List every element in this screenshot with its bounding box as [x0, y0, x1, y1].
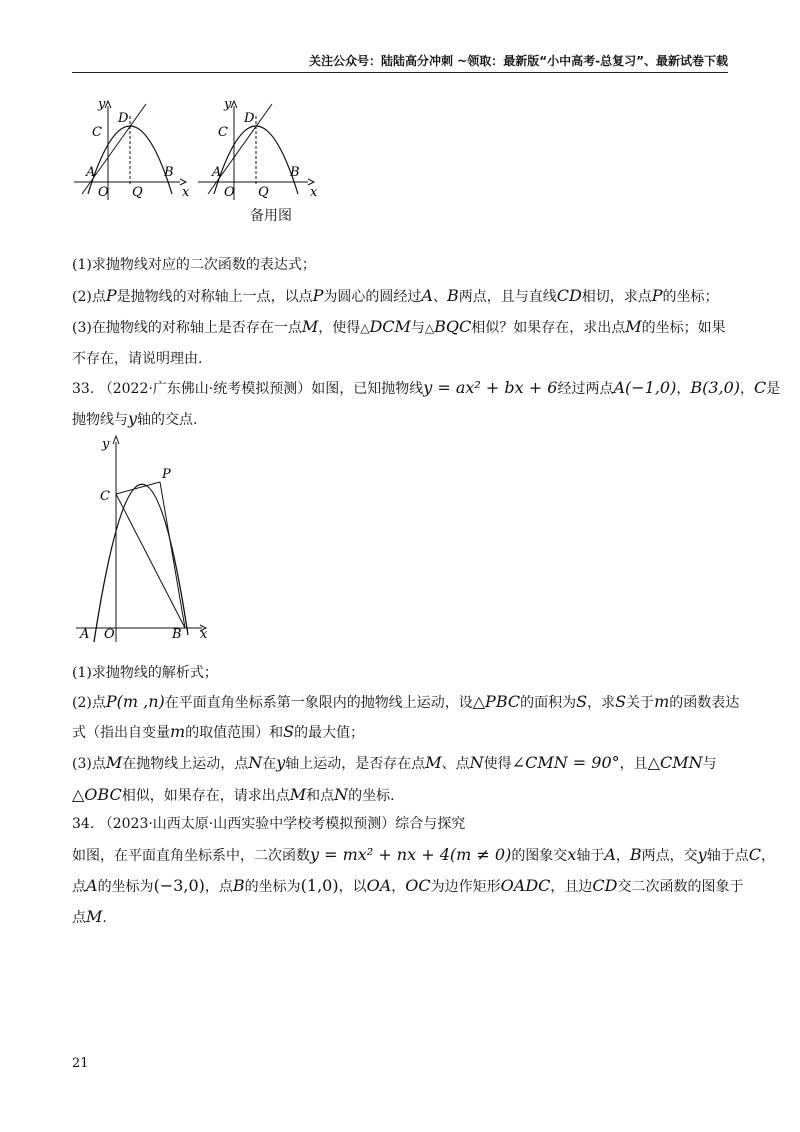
- label-p: P: [162, 467, 171, 482]
- line-cd: [82, 104, 146, 194]
- label-o: O: [224, 185, 235, 200]
- q32-part1: (1)求抛物线对应的二次函数的表达式；: [72, 257, 316, 273]
- page-header: 关注公众号：陆陆高分冲刺 ~领取：最新版“小中高考-总复习”、最新试卷下载: [72, 52, 728, 73]
- label-o: O: [104, 627, 115, 642]
- label-y: y: [102, 437, 110, 452]
- label-a: A: [86, 165, 96, 180]
- label-d: D: [118, 111, 129, 126]
- label-c: C: [92, 125, 102, 140]
- label-c: C: [100, 489, 110, 504]
- label-q: Q: [132, 185, 143, 200]
- segment-pb: [160, 482, 185, 628]
- label-q: Q: [258, 185, 269, 200]
- label-b: B: [290, 165, 300, 180]
- label-x: x: [310, 185, 318, 200]
- label-a: A: [80, 627, 90, 642]
- q34-stem-line2: 点A的坐标为(−3,0)，点B的坐标为(1,0)，以OA，OC为边作矩形OADC，且边CD交二次函数的图象于: [72, 876, 744, 895]
- label-b: B: [164, 165, 174, 180]
- q32-part3: (3)在抛物线的对称轴上是否存在一点M，使得△DCM与△BQC相似？如果存在，求出点M的坐标；如果: [72, 317, 726, 336]
- label-o: O: [98, 185, 109, 200]
- figure-q33: [72, 430, 222, 644]
- figure-parabola-1: [72, 96, 202, 202]
- label-b: B: [172, 627, 182, 642]
- q32-part2: (2)点P是抛物线的对称轴上一点，以点P为圆心的圆经过A、B两点，且与直线CD相切，求点P的坐标；: [72, 286, 719, 305]
- q33-stem-line1: 33. （2022·广东佛山·统考模拟预测）如图，已知抛物线y = ax² + bx + 6经过两点A(−1,0)，B(3,0)，C是: [72, 378, 781, 397]
- segment-cp: [116, 482, 160, 494]
- line-cd: [208, 104, 272, 194]
- label-c: C: [218, 125, 228, 140]
- page-number: 21: [72, 1056, 89, 1071]
- q33-part2-cont: 式（指出自变量m的取值范围）和S的最大值；: [72, 722, 365, 741]
- label-d: D: [244, 111, 255, 126]
- q34-stem-line1: 如图，在平面直角坐标系中，二次函数y = mx² + nx + 4(m ≠ 0)的图象交x轴于A，B两点，交y轴于点C，: [72, 845, 775, 864]
- figure-caption: 备用图: [250, 208, 292, 224]
- q33-part3: (3)点M在抛物线上运动，点N在y轴上运动，是否存在点M、点N使得∠CMN = 90°，且△CMN与: [72, 753, 717, 772]
- q33-part2: (2)点P(m ,n)在平面直角坐标系第一象限内的抛物线上运动，设△PBC的面积为S，求S关于m的函数表达: [72, 692, 740, 711]
- label-a: A: [212, 165, 222, 180]
- q32-part3-cont: 不存在，请说明理由.: [72, 351, 203, 367]
- q33-stem-line2: 抛物线与y轴的交点.: [72, 409, 198, 428]
- label-x: x: [182, 185, 190, 200]
- q34-title: 34. （2023·山西太原·山西实验中学校考模拟预测）综合与探究: [72, 816, 466, 832]
- label-y: y: [98, 97, 106, 112]
- label-y: y: [224, 97, 232, 112]
- label-x: x: [200, 627, 208, 642]
- figure-parabola-2: [196, 96, 326, 202]
- q33-part3-cont: △OBC相似，如果存在，请求出点M和点N的坐标.: [72, 785, 395, 804]
- q34-stem-line3: 点M.: [72, 907, 107, 926]
- q33-part1: (1)求抛物线的解析式；: [72, 665, 218, 681]
